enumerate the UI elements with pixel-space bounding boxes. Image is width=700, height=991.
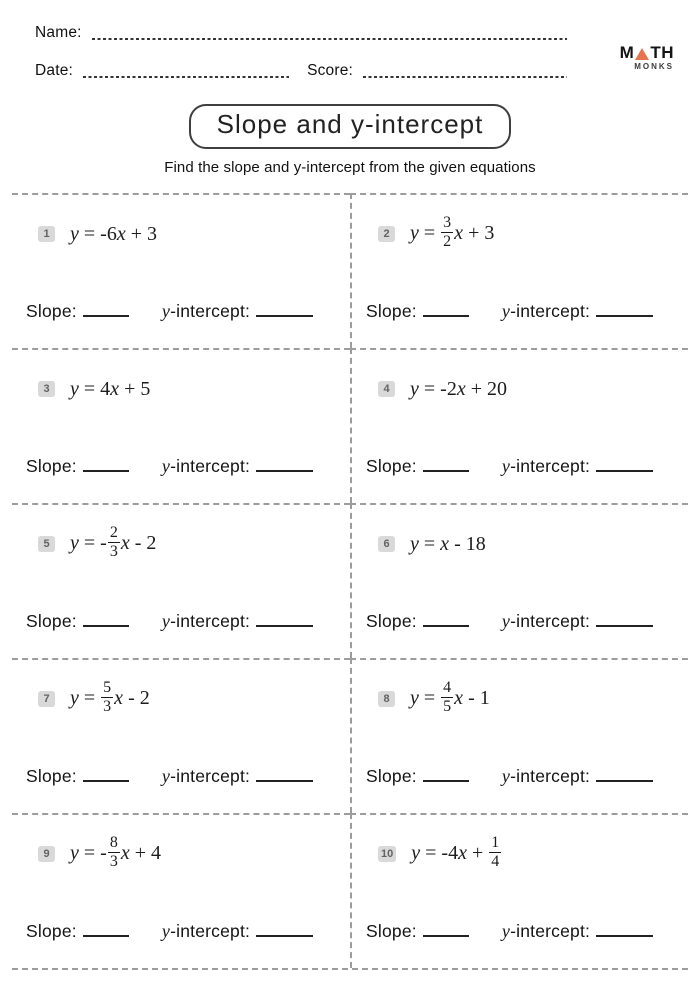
problem-cell [12,503,350,658]
y-intercept-rest: -intercept: [170,921,251,941]
name-label: Name: [35,24,82,41]
y-intercept-rest: -intercept: [510,301,591,321]
problem-cell [350,193,688,348]
slope-label: Slope: [366,921,417,941]
y-intercept-var: y [501,611,511,631]
slope-blank [423,924,469,937]
y-intercept-blank [596,614,653,627]
problem-cell [12,348,350,503]
name-blank-line [92,38,567,40]
equation: y = -4x + $\frac{1}{4}$ [411,833,500,870]
slope-blank [423,304,469,317]
fraction: $\frac{2}{3}$ [109,523,118,560]
logo-m: M [619,43,635,62]
slope-label: Slope: [366,456,417,476]
fraction: $\frac{3}{2}$ [443,213,452,250]
y-intercept-label [502,766,590,786]
y-intercept-label [162,921,250,941]
answer-line [366,766,680,787]
y-intercept-var: y [161,456,171,476]
problems-grid [12,193,688,970]
y-intercept-label [162,301,250,321]
y-intercept-rest: -intercept: [170,766,251,786]
instructions: Find the slope and y-intercept from the given equations [164,159,536,176]
problem-cell [350,658,688,813]
answer-line [26,456,342,477]
slope-label: Slope: [26,766,77,786]
math-monks-logo [620,44,674,71]
y-intercept-blank [596,769,653,782]
y-intercept-blank [596,459,653,472]
fraction: $\frac{8}{3}$ [109,833,118,870]
problem-number-badge: 2 [378,226,395,242]
problem-cell [12,193,350,348]
equation: y = -2x + 20 [410,377,508,400]
slope-blank [423,614,469,627]
slope-label: Slope: [366,611,417,631]
slope-blank [423,769,469,782]
problem-cell [12,813,350,968]
slope-label: Slope: [26,301,77,321]
fraction: $\frac{5}{3}$ [103,678,112,715]
slope-label: Slope: [26,921,77,941]
slope-blank [83,614,129,627]
problem-cell [350,503,688,658]
answer-line [366,456,680,477]
answer-line [26,921,342,942]
slope-label: Slope: [366,766,417,786]
y-intercept-rest: -intercept: [170,611,251,631]
answer-line [366,921,680,942]
equation: y = $\frac{4}{5}$ x - 1 [410,678,490,715]
y-intercept-blank [256,304,313,317]
equation: y = - $\frac{2}{3}$ x - 2 [70,523,157,560]
equation: y = x - 18 [410,532,486,555]
y-intercept-label [502,301,590,321]
problem-number-badge: 8 [378,691,395,707]
date-blank-line [83,76,289,78]
y-intercept-label [162,456,250,476]
y-intercept-label [162,611,250,631]
problem-number-badge: 3 [38,381,55,397]
answer-line [26,766,342,787]
slope-label: Slope: [366,301,417,321]
problem-number-badge: 10 [378,846,396,862]
date-label: Date: [35,62,74,79]
y-intercept-blank [596,304,653,317]
fraction: $\frac{4}{5}$ [443,678,452,715]
slope-blank [83,924,129,937]
problem-number-badge: 7 [38,691,55,707]
slope-blank [83,304,129,317]
slope-blank [83,769,129,782]
problem-number-badge: 4 [378,381,395,397]
y-intercept-blank [256,769,313,782]
y-intercept-rest: -intercept: [510,921,591,941]
answer-line [366,301,680,322]
equation: y = -6x + 3 [70,222,158,245]
slope-blank [423,459,469,472]
y-intercept-label [162,766,250,786]
y-intercept-var: y [501,766,511,786]
y-intercept-var: y [501,456,511,476]
score-label: Score: [307,62,354,79]
slope-label: Slope: [26,611,77,631]
fraction: $\frac{1}{4}$ [491,833,500,870]
y-intercept-rest: -intercept: [170,301,251,321]
problem-cell [350,813,688,968]
y-intercept-var: y [161,301,171,321]
score-blank-line [363,76,567,78]
equation: y = $\frac{3}{2}$ x + 3 [410,213,495,250]
problem-cell [12,658,350,813]
answer-line [366,611,680,632]
y-intercept-label [502,456,590,476]
equation: y = $\frac{5}{3}$ x - 2 [70,678,150,715]
logo-th: TH [650,43,674,62]
y-intercept-blank [256,924,313,937]
page-title: Slope and y-intercept [189,104,512,149]
y-intercept-var: y [161,921,171,941]
y-intercept-blank [596,924,653,937]
logo-wordmark [620,44,674,61]
y-intercept-var: y [501,921,511,941]
slope-blank [83,459,129,472]
y-intercept-var: y [161,766,171,786]
y-intercept-rest: -intercept: [510,766,591,786]
problem-number-badge: 1 [38,226,55,242]
slope-label: Slope: [26,456,77,476]
answer-line [26,301,342,322]
y-intercept-rest: -intercept: [170,456,251,476]
logo-subtext: MONKS [634,62,674,71]
triangle-icon [635,48,649,60]
problem-number-badge: 5 [38,536,55,552]
answer-line [26,611,342,632]
y-intercept-rest: -intercept: [510,611,591,631]
y-intercept-label [502,611,590,631]
y-intercept-blank [256,459,313,472]
y-intercept-blank [256,614,313,627]
equation: y = - $\frac{8}{3}$ x + 4 [70,833,162,870]
problem-number-badge: 6 [378,536,395,552]
problem-number-badge: 9 [38,846,55,862]
problem-cell [350,348,688,503]
equation: y = 4x + 5 [70,377,151,400]
y-intercept-var: y [501,301,511,321]
y-intercept-rest: -intercept: [510,456,591,476]
worksheet-header [0,0,700,80]
y-intercept-label [502,921,590,941]
y-intercept-var: y [161,611,171,631]
